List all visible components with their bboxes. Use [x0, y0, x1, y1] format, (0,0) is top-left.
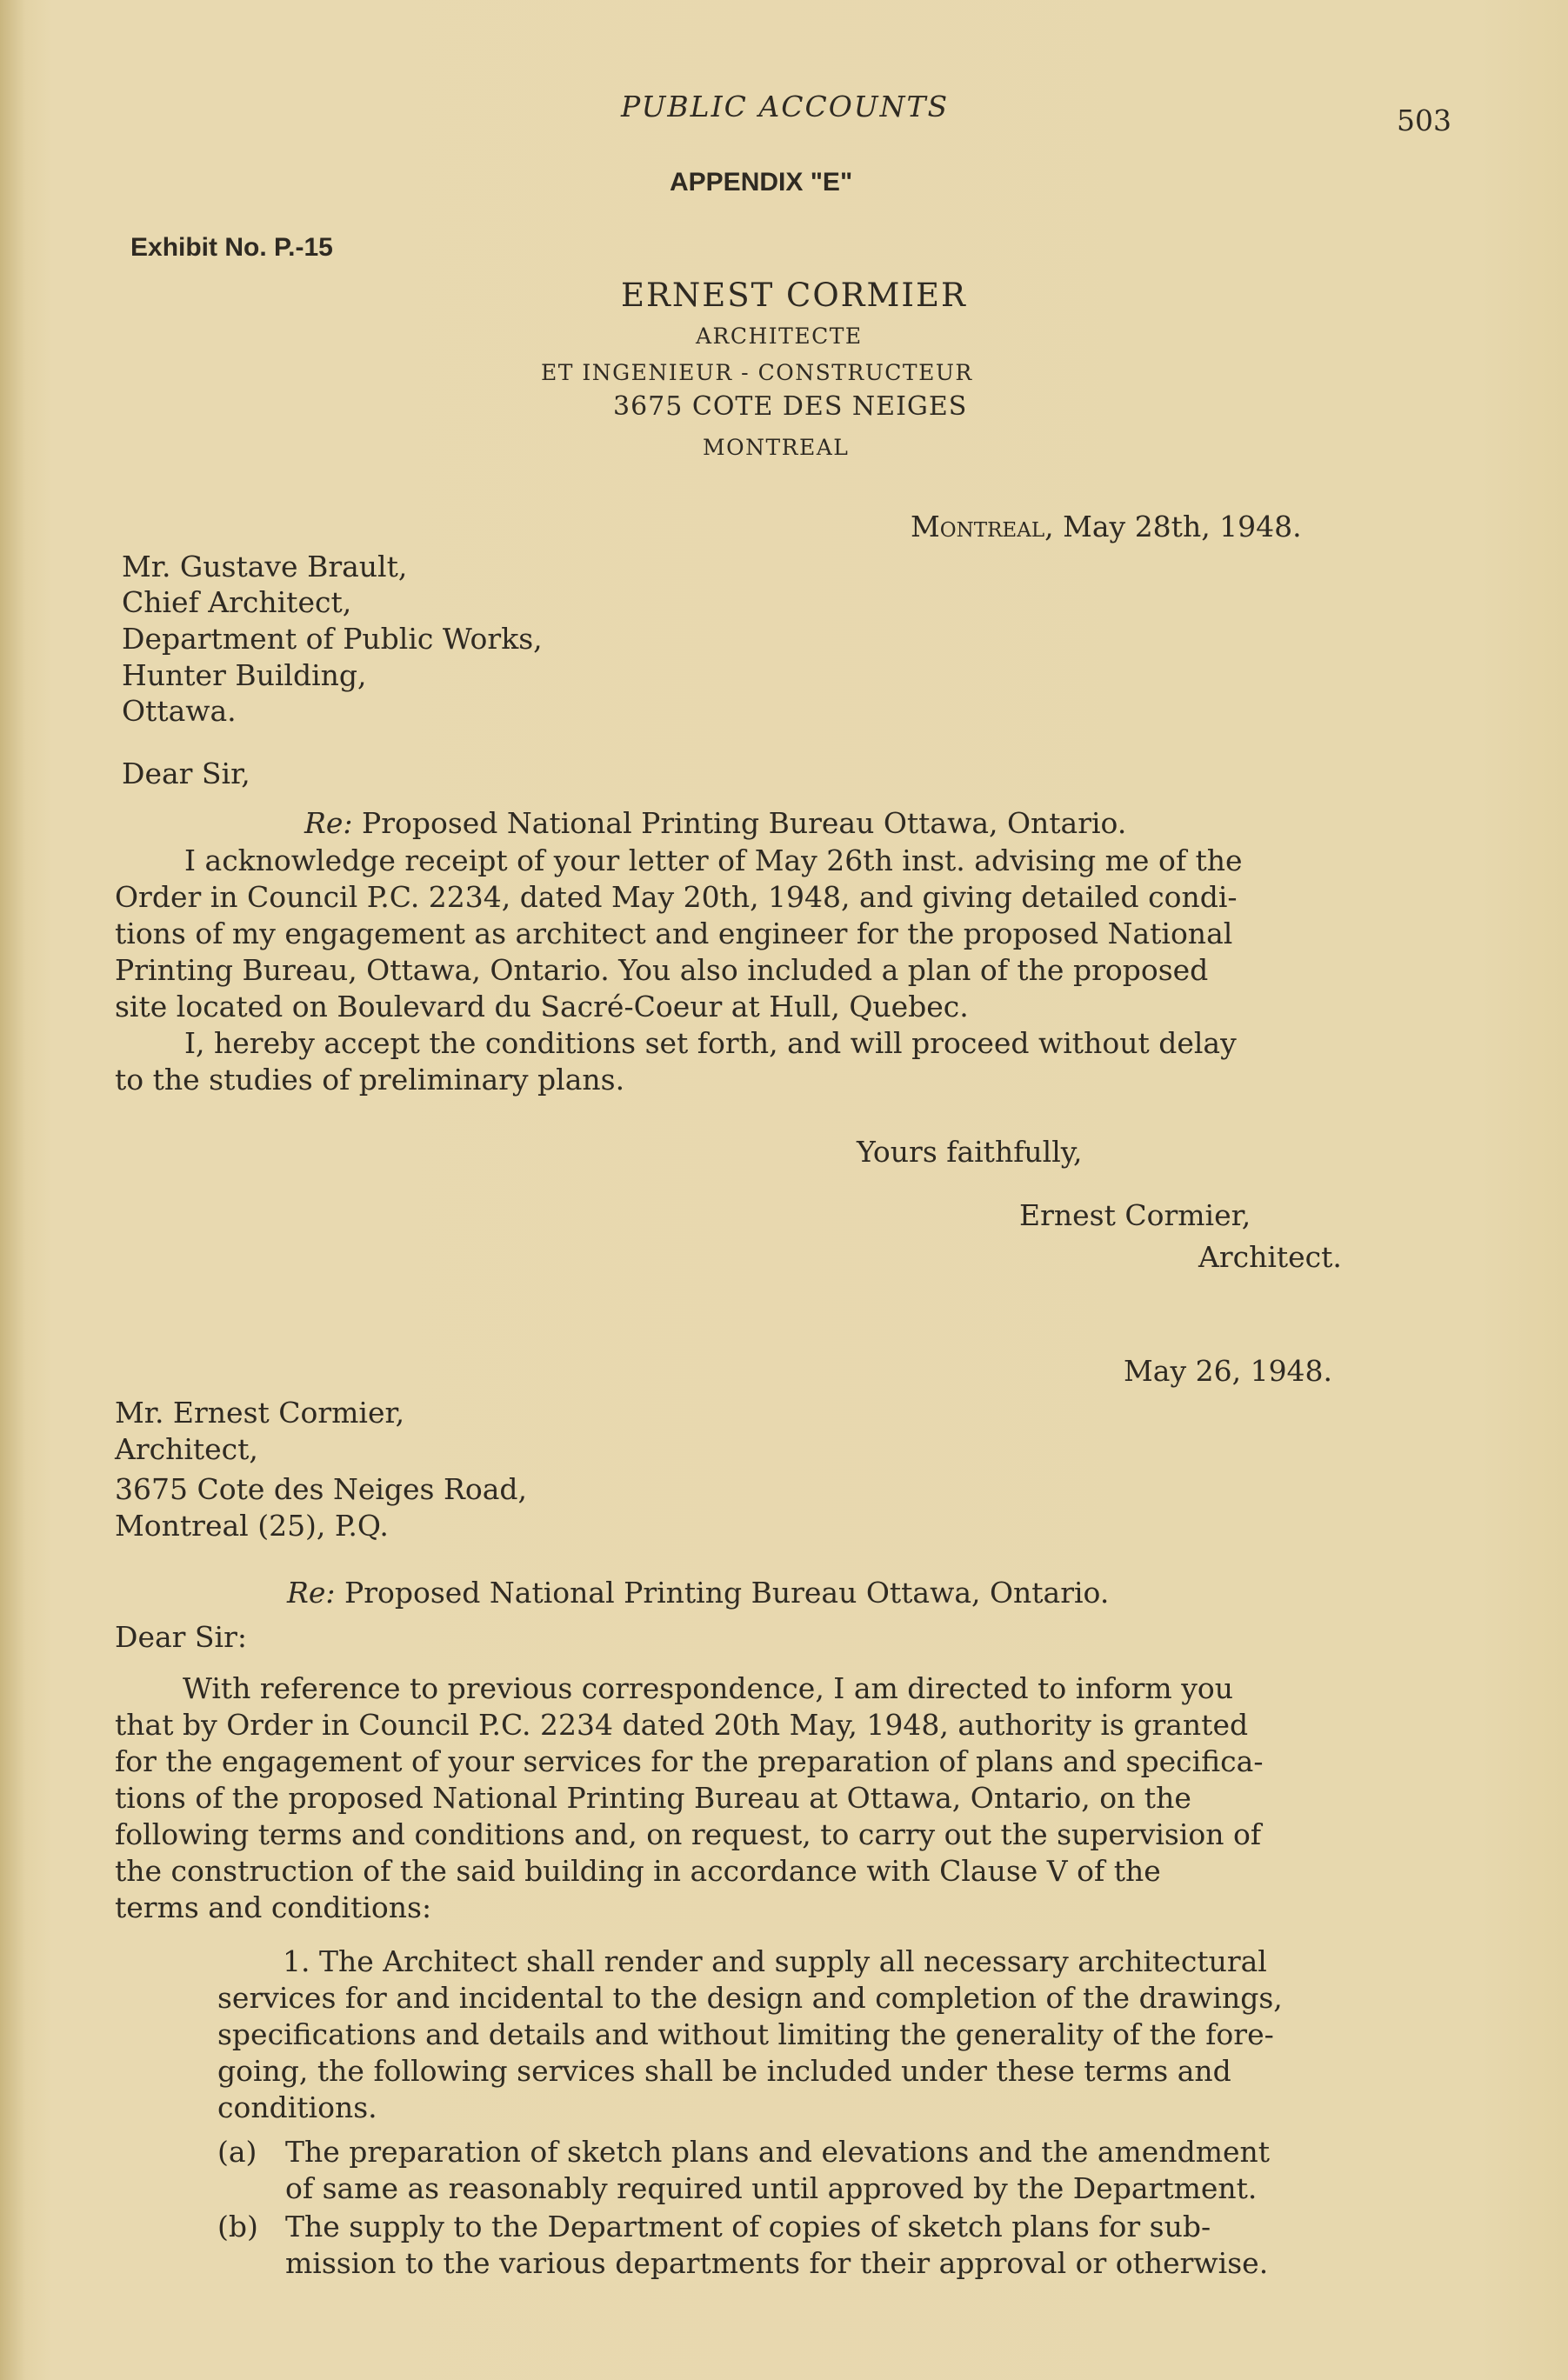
letter2-item1-line3: specifications and details and without limiting the generality of the fore-	[217, 2017, 1274, 2051]
letter1-address-4: Hunter Building,	[122, 658, 367, 692]
letter2-item-a-line1: The preparation of sketch plans and elevations and the amendment	[285, 2135, 1271, 2169]
letter2-re	[287, 1576, 1109, 1610]
letter1-para2-line1: I, hereby accept the conditions set forth, and will proceed without delay	[184, 1026, 1237, 1060]
letter2-address-2: Architect,	[115, 1432, 258, 1466]
letter1-re-text: Proposed National Printing Bureau Ottawa, Ontario.	[362, 806, 1127, 840]
letter2-item-a-line2: of same as reasonably required until approved by the Department.	[285, 2171, 1258, 2205]
letter2-date: May 26, 1948.	[1124, 1354, 1333, 1388]
letter2-para1-line4: tions of the proposed National Printing Bureau at Ottawa, Ontario, on the	[115, 1781, 1191, 1815]
letter2-item-b-line1: The supply to the Department of copies of sketch plans for sub-	[285, 2210, 1211, 2243]
letter1-para1-line2: Order in Council P.C. 2234, dated May 20th, 1948, and giving detailed condi-	[115, 880, 1238, 914]
letter1-salutation: Dear Sir,	[122, 757, 250, 790]
letter1-address-1: Mr. Gustave Brault,	[122, 550, 408, 583]
letterhead-line2: ET INGENIEUR - CONSTRUCTEUR	[541, 360, 973, 385]
letter1-para2-line2: to the studies of preliminary plans.	[115, 1063, 625, 1097]
letter2-address-4: Montreal (25), P.Q.	[115, 1509, 389, 1543]
letter2-para1-line2: that by Order in Council P.C. 2234 dated 20th May, 1948, authority is granted	[115, 1708, 1249, 1742]
letter1-address-3: Department of Public Works,	[122, 622, 543, 656]
letter2-para1-line6: the construction of the said building in accordance with Clause V of the	[115, 1854, 1161, 1888]
letter2-salutation: Dear Sir:	[115, 1620, 247, 1654]
letter2-re-text: Proposed National Printing Bureau Ottawa, Ontario.	[344, 1576, 1110, 1610]
letter1-date-city: Montreal,	[911, 510, 1054, 543]
letter1-para1-line4: Printing Bureau, Ottawa, Ontario. You also included a plan of the proposed	[115, 953, 1209, 987]
letter1-re-label: Re:	[304, 806, 353, 840]
letter2-para1-line3: for the engagement of your services for the preparation of plans and specifica-	[115, 1744, 1264, 1778]
letter2-para1-line7: terms and conditions:	[115, 1890, 432, 1924]
letter2-item1-line1: 1. The Architect shall render and supply all necessary architectural	[283, 1944, 1267, 1978]
letter2-item-a-label: (a)	[217, 2135, 257, 2169]
letter2-address-1: Mr. Ernest Cormier,	[115, 1396, 405, 1430]
letter1-address-5: Ottawa.	[122, 694, 237, 728]
letter1-signature: Ernest Cormier,	[1019, 1198, 1251, 1232]
page-number: 503	[1397, 103, 1451, 137]
letter1-closing: Yours faithfully,	[857, 1135, 1083, 1169]
letter1-para1-line1: I acknowledge receipt of your letter of May 26th inst. advising me of the	[184, 843, 1243, 877]
appendix-heading: APPENDIX "E"	[670, 168, 853, 197]
letterhead-line4: MONTREAL	[703, 435, 850, 460]
letter2-para1-line1: With reference to previous correspondence, I am directed to inform you	[183, 1671, 1233, 1705]
letter1-date: May 28th, 1948.	[1063, 510, 1302, 543]
letter2-item-b-label: (b)	[217, 2210, 258, 2243]
letter2-item1-line5: conditions.	[217, 2090, 377, 2124]
letter2-address-3: 3675 Cote des Neiges Road,	[115, 1472, 527, 1506]
letter1-title: Architect.	[1198, 1240, 1342, 1274]
letter1-re	[304, 806, 1126, 840]
letter1-address-2: Chief Architect,	[122, 585, 352, 619]
letterhead-name: ERNEST CORMIER	[621, 277, 967, 314]
letter1-para1-line3: tions of my engagement as architect and engineer for the proposed National	[115, 917, 1233, 950]
letter2-re-label: Re:	[287, 1576, 336, 1610]
running-head: PUBLIC ACCOUNTS	[621, 90, 950, 123]
letterhead-line1: ARCHITECTE	[696, 323, 863, 349]
letter2-para1-line5: following terms and conditions and, on request, to carry out the supervision of	[115, 1817, 1262, 1851]
letter1-para1-line5: site located on Boulevard du Sacré-Coeur at Hull, Quebec.	[115, 990, 969, 1023]
letter2-item1-line2: services for and incidental to the design and completion of the drawings,	[217, 1981, 1283, 2015]
exhibit-label: Exhibit No. P.-15	[130, 233, 333, 262]
letterhead-line3: 3675 COTE DES NEIGES	[613, 391, 968, 422]
letter1-dateline	[911, 510, 1302, 543]
letter2-item-b-line2: mission to the various departments for their approval or otherwise.	[285, 2246, 1269, 2280]
letter2-item1-line4: going, the following services shall be included under these terms and	[217, 2054, 1231, 2088]
